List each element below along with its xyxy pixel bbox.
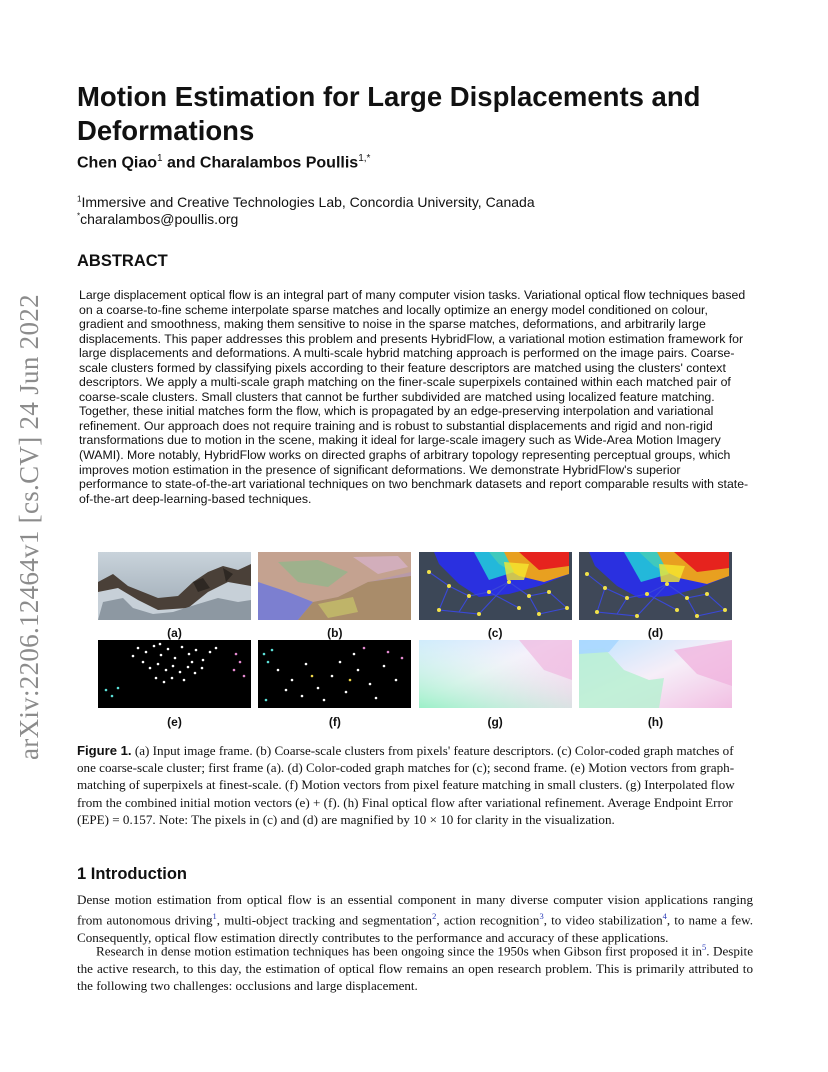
panel-c-graph-matches-frame1 bbox=[419, 552, 572, 620]
author-name: Charalambos Poullis bbox=[199, 154, 359, 172]
abstract-text: Large displacement optical flow is an integral part of many computer vision tasks. Variational optical flow techniques based on a coarse-to-fine scheme interpolate sparse matches and locally optimize an energy model conditioned on colour, gradient and smoothness, making them sensitive to noise in the sparse matches, deformations, and arbitrarily large displacements. This paper addresses this problem and presents HybridFlow, a variational motion estimation framework for large displacements and deformations. A multi-scale hybrid matching approach is performed on the image pairs. Coarse-scale clusters formed by classifying pixels according to their feature descriptors are matched using the clusters' context descriptors. We apply a multi-scale graph matching on the finer-scale superpixels contained within each matched pair of coarse-scale clusters. Small clusters that cannot be further subdivided are matched using localized feature matching. Together, these initial matches form the flow, which is propagated by an edge-preserving interpolation and variational refinement. Our approach does not require training and is robust to substantial displacements and rigid and non-rigid transformations due to motion in the scene, making it ideal for large-scale imagery such as Wide-Area Motion Imagery (WAMI). More notably, HybridFlow works on directed graphs of arbitrary topology representing perceptual groups, which improves motion estimation in the presence of significant deformations. We demonstrate HybridFlow's superior performance to state-of-the-art variational techniques on two benchmark datasets and report comparable results with state-of-the-art deep-learning-based techniques. bbox=[79, 288, 749, 506]
arxiv-stamp: arXiv:2206.12464v1 [cs.CV] 24 Jun 2022 bbox=[14, 294, 44, 760]
citation-link[interactable]: 3 bbox=[539, 911, 544, 922]
panel-label: (a) bbox=[167, 626, 182, 640]
author-affil-mark: 1,* bbox=[358, 153, 371, 164]
panel-labels-bottom bbox=[98, 715, 732, 729]
panel-e-motion-vectors bbox=[98, 640, 251, 708]
figure-caption bbox=[77, 742, 753, 828]
citation-link[interactable]: 5 bbox=[702, 942, 707, 952]
figure-row-top bbox=[98, 552, 732, 620]
panel-a-input-frame bbox=[98, 552, 251, 620]
author-connector: and bbox=[162, 154, 200, 172]
intro-paragraph bbox=[77, 939, 753, 994]
figure-row-bottom bbox=[98, 640, 732, 708]
panel-label: (c) bbox=[487, 626, 503, 640]
intro-text: , action recognition bbox=[436, 912, 540, 928]
panel-d-graph-matches-frame2 bbox=[579, 552, 732, 620]
affiliation-mark: 1 bbox=[77, 194, 82, 204]
panel-h-final-flow bbox=[579, 640, 732, 708]
paper-title: Motion Estimation for Large Displacements and Deformations bbox=[77, 81, 701, 146]
panel-label: (e) bbox=[167, 715, 182, 729]
intro-text: . Despite the active research, to this day, the estimation of optical flow remains an open research problem. This is primarily attributed to the following two challenges: occlusions and large displacement. bbox=[77, 943, 754, 993]
email-link[interactable]: charalambos@poullis.org bbox=[80, 211, 239, 227]
citation-link[interactable]: 2 bbox=[432, 911, 437, 922]
panel-label: (d) bbox=[647, 626, 664, 640]
figure-caption-label: Figure 1. bbox=[77, 743, 132, 758]
panel-label: (b) bbox=[327, 626, 343, 640]
citation-link[interactable]: 4 bbox=[662, 911, 667, 922]
affiliation-text: Immersive and Creative Technologies Lab, Concordia University, Canada bbox=[81, 194, 535, 210]
abstract-heading: ABSTRACT bbox=[77, 252, 168, 270]
panel-label: (h) bbox=[647, 715, 664, 729]
panel-label: (g) bbox=[487, 715, 503, 729]
intro-text: , to name a few. Consequently, optical flow estimation directly contributes to the performance and accuracy of these applications. bbox=[77, 912, 753, 945]
panel-g-interpolated-flow bbox=[419, 640, 572, 708]
corresponding-email bbox=[77, 211, 238, 227]
citation-link[interactable]: 1 bbox=[212, 911, 217, 922]
intro-paragraph bbox=[77, 891, 753, 946]
panel-label: (f) bbox=[328, 715, 341, 729]
email-mark: * bbox=[77, 211, 81, 221]
author-line bbox=[77, 153, 370, 172]
intro-text: Dense motion estimation from optical flow is an essential component in many diverse computer vision applications ranging from autonomous driving bbox=[77, 892, 753, 928]
panel-f-pixel-matches bbox=[258, 640, 411, 708]
panel-b-clusters bbox=[258, 552, 411, 620]
figure-caption-text: (a) Input image frame. (b) Coarse-scale clusters from pixels' feature descriptors. (c) Color-coded graph matches of one coarse-scale cluster; first frame (a). (d) Color-coded graph matches for (c); second frame. (e) Motion vectors from graph-matching of superpixels at finest-scale. (f) Motion vectors from pixel feature matching in small clusters. (g) Interpolated flow from the combined initial motion vectors (e) + (f). (h) Final optical flow after variational refinement. Average Endpoint Error (EPE) = 0.157. Note: The pixels in (c) and (d) are magnified by 10 × 10 for clarity in the visualization. bbox=[77, 743, 735, 827]
author-name: Chen Qiao bbox=[77, 154, 158, 172]
intro-text: Research in dense motion estimation techniques has been ongoing since the 1950s when Gibson first proposed it in bbox=[96, 943, 703, 959]
intro-text: , to video stabilization bbox=[543, 912, 663, 928]
affiliation bbox=[77, 194, 535, 210]
section-heading: 1 Introduction bbox=[77, 865, 187, 883]
author-affil-mark: 1 bbox=[157, 153, 163, 164]
panel-labels-top bbox=[98, 626, 732, 640]
intro-text: , multi-object tracking and segmentation bbox=[216, 912, 433, 928]
